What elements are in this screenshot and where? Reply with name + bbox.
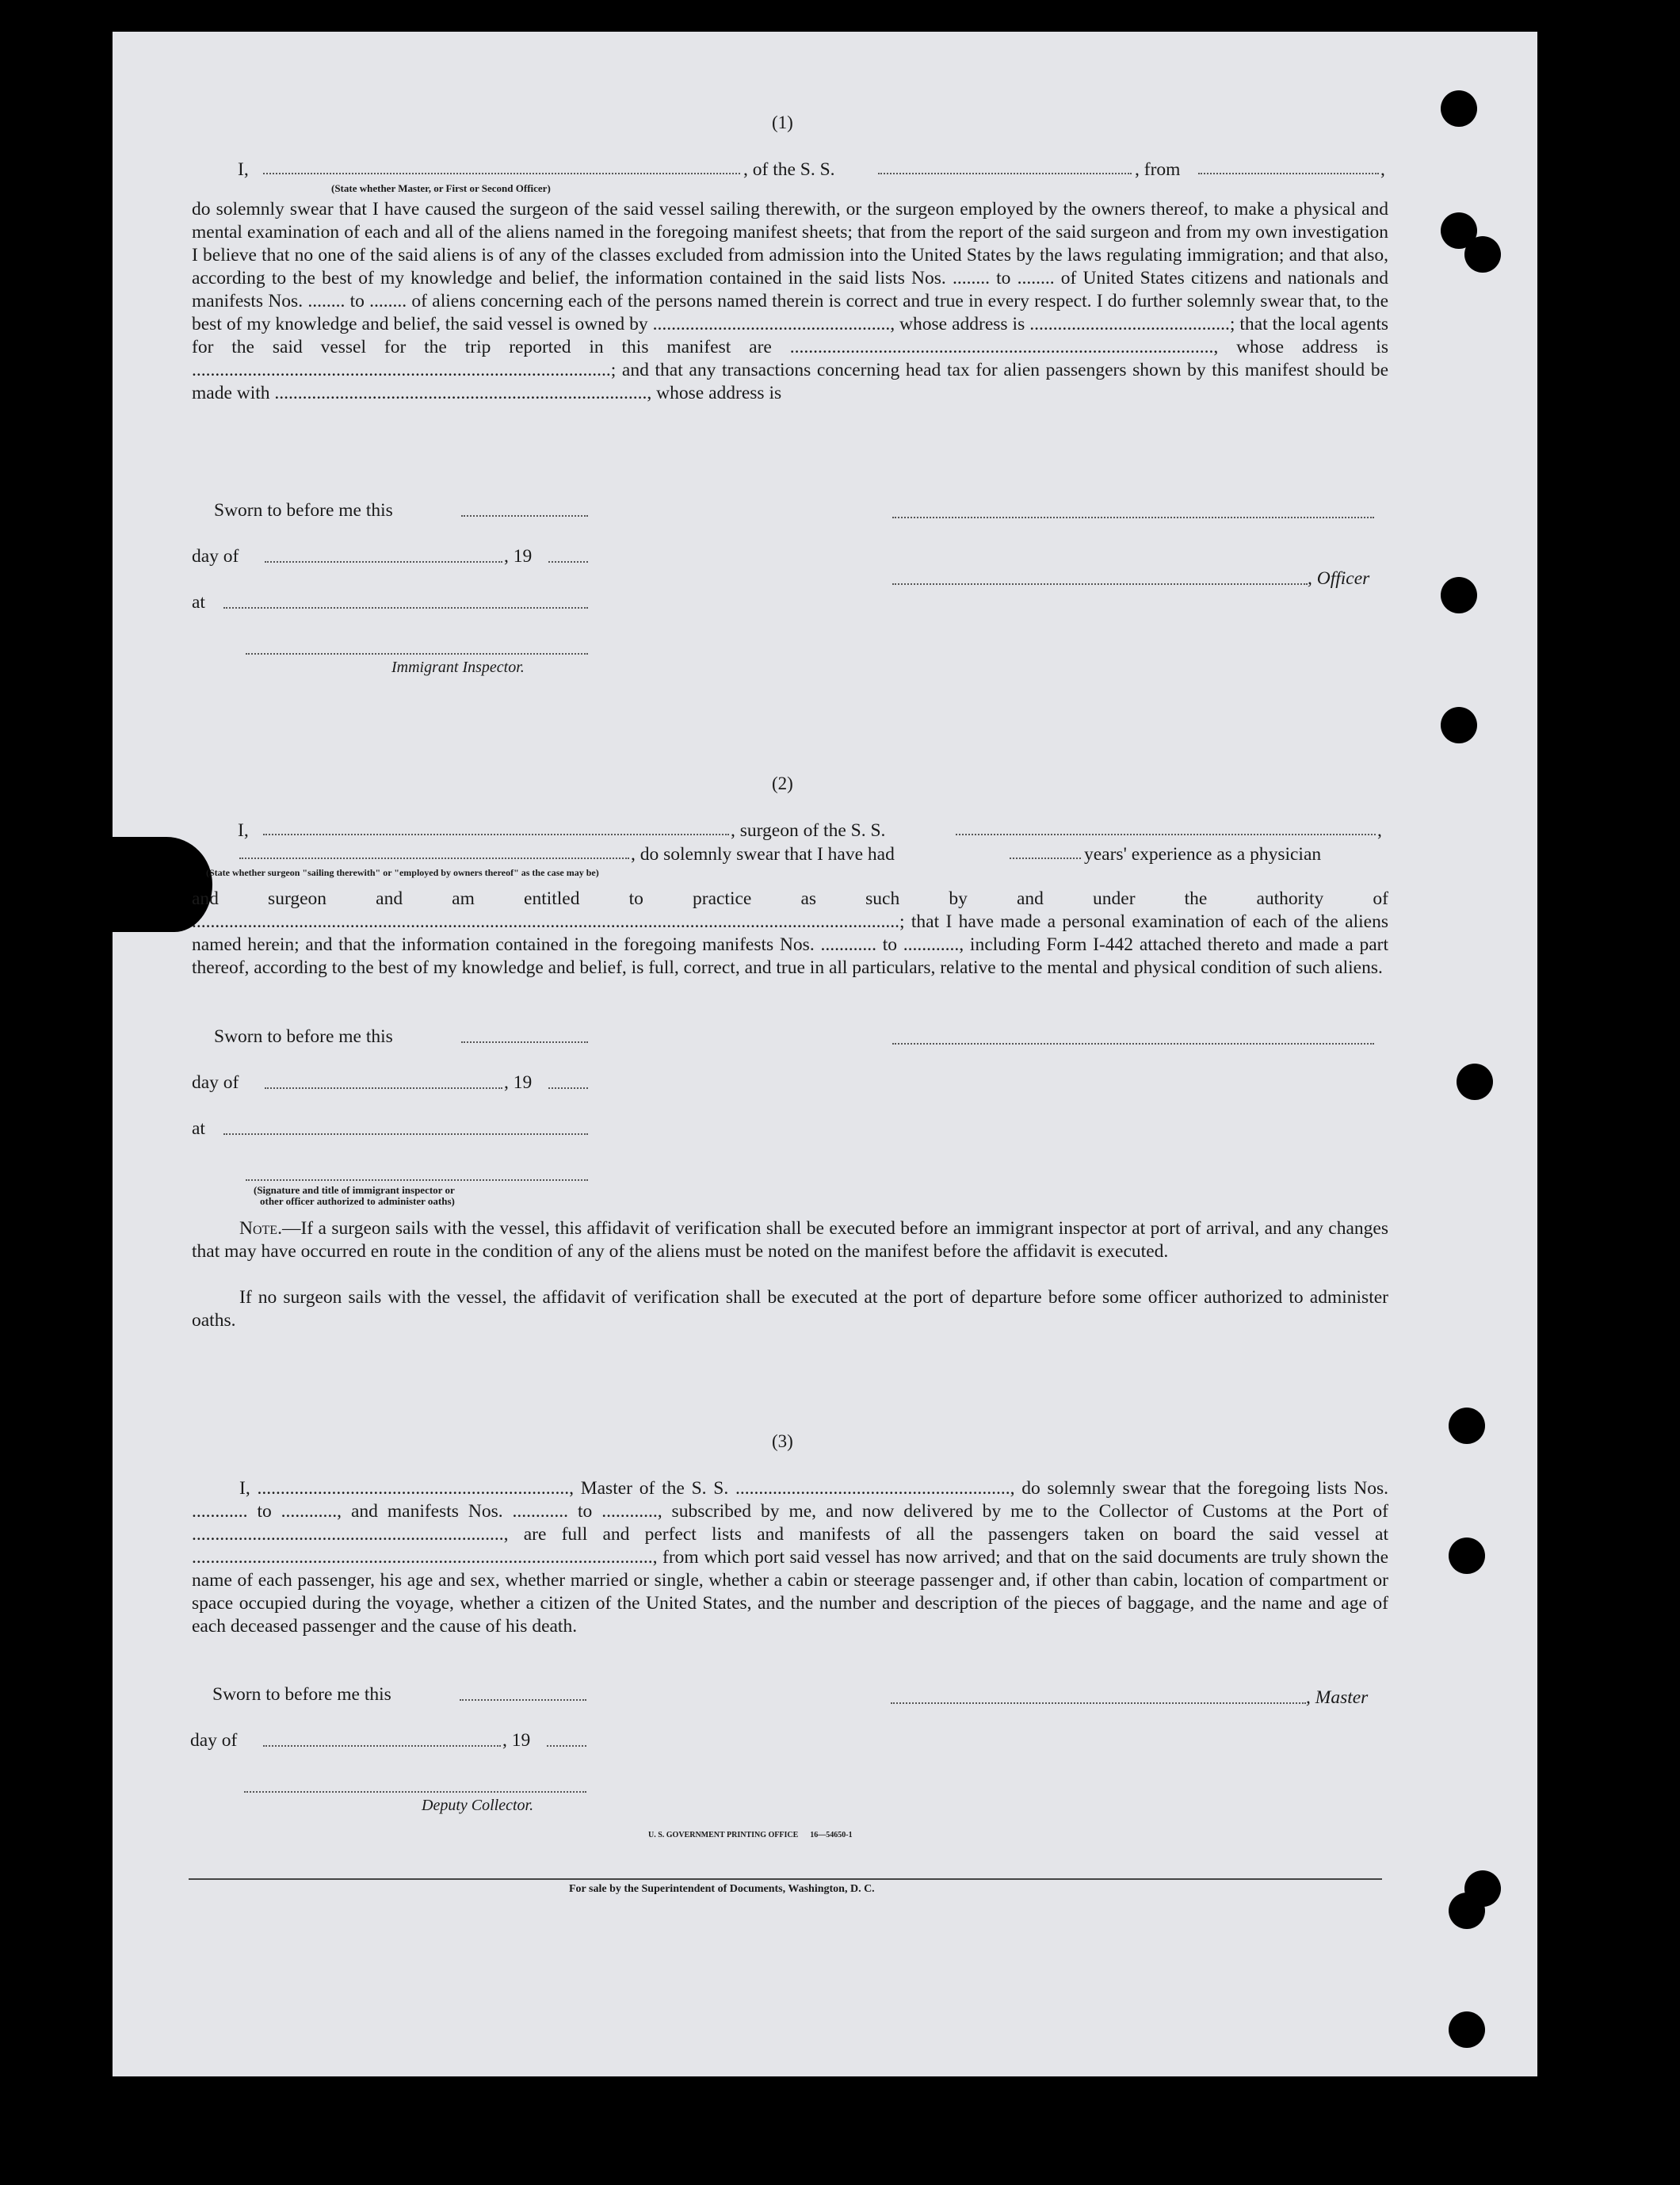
section1-signature-line[interactable] <box>892 517 1374 518</box>
section3-month-field[interactable] <box>263 1745 501 1747</box>
section2-inspector-signature-line[interactable] <box>246 1179 588 1181</box>
officer-label: , Officer <box>1308 568 1370 589</box>
section3-heading: (3) <box>772 1431 793 1451</box>
section3-day-of: day of <box>190 1730 238 1751</box>
section2-note <box>192 1217 1388 1263</box>
section2-sworn-day-field[interactable] <box>461 1041 588 1043</box>
section1-month-field[interactable] <box>265 561 502 563</box>
master-name-field[interactable] <box>263 173 740 174</box>
punch-hole <box>1441 90 1477 127</box>
section2-line1-end: , <box>1377 820 1382 841</box>
section1-day-of: day of <box>192 546 239 567</box>
section1-sworn: Sworn to before me this <box>214 500 393 521</box>
surgeon-status-note: (State whether surgeon "sailing therewith" or "employed by owners thereof" as the case may be) <box>206 867 599 878</box>
section1-at: at <box>192 592 205 613</box>
form-page <box>113 32 1537 2076</box>
section3-year-field[interactable] <box>547 1745 586 1747</box>
section2-swear: , do solemnly swear that I have had <box>631 844 895 865</box>
section3-body: I, ..................................................................., Master of the S. S. ..........................................................., do solemnly swear that the foregoing lists Nos. ............ to ............, and manifests Nos. ............ to ............, subscribed by me, and now delivered by me to the Collector of Customs at the Port of ..................................................................., are full and perfect lists and manifests of all the passengers taken on board the said vessel at ..................................................................................................., from which port said vessel has now arrived; and that on the said documents are truly shown the name of each passenger, his age and sex, whether married or single, whether a cabin or steerage passenger and, if other than cabin, location of compartment or space occupied during the voyage, whether a citizen of the United States, and the number and description of the pieces of baggage, and the name and age of each deceased passenger and the cause of his death. <box>192 1478 1388 1637</box>
section1-body: do solemnly swear that I have caused the surgeon of the said vessel sailing therewith, or the surgeon employed by the owners thereof, to make a physical and mental examination of each and all of the aliens named in the foregoing manifest sheets; that from the report of the said surgeon and from my own investigation I believe that no one of the said aliens is of any of the classes excluded from admission into the United States by the laws regulating immigration; and that also, according to the best of my knowledge and belief, the information contained in the said lists Nos. ........ to ........ of United States citizens and nationals and manifests Nos. ........ to ........ of aliens concerning each of the persons named therein is correct and true in every respect. I do further solemnly swear that, to the best of my knowledge and belief, the said vessel is owned by ..................................................., whose address is ...........................................; that the local agents for the said vessel for the trip reported in this manifest are ..........................................................................................., whose address is ..........................................................................................; and that any transactions concerning head tax for alien passengers shown by this manifest should be made with ................................................................................, whose address is <box>192 199 1388 403</box>
printing-office-line: U. S. GOVERNMENT PRINTING OFFICE 16—54650-1 <box>648 1831 853 1839</box>
section2-surgeon-of: , surgeon of the S. S. <box>731 820 886 841</box>
section1-year-field[interactable] <box>548 561 588 563</box>
section1-place-field[interactable] <box>223 607 588 609</box>
section1-inspector-signature-line[interactable] <box>246 653 588 655</box>
section2-year-field[interactable] <box>548 1087 588 1089</box>
punch-hole <box>1449 1538 1485 1574</box>
section1-line1-i: I, <box>238 159 249 180</box>
note-label: Note. <box>239 1218 282 1239</box>
years-experience-field[interactable] <box>1010 858 1081 859</box>
signature-note-1: (Signature and title of immigrant inspector or <box>254 1184 455 1196</box>
master-label: , Master <box>1306 1687 1369 1708</box>
section1-heading: (1) <box>772 113 793 132</box>
section2-day-of: day of <box>192 1072 239 1093</box>
section1-year: , 19 <box>504 546 533 567</box>
officer-signature-line[interactable] <box>892 583 1308 585</box>
surgeon-status-field[interactable] <box>239 858 629 859</box>
section2-note2: If no surgeon sails with the vessel, the affidavit of verification shall be executed at the port of departure before some officer authorized to administer oaths. <box>192 1287 1388 1331</box>
surgeon-name-field[interactable] <box>263 834 729 835</box>
for-sale-line: For sale by the Superintendent of Documents, Washington, D. C. <box>569 1883 875 1895</box>
punch-hole <box>1441 577 1477 613</box>
signature-note-2: other officer authorized to administer oaths) <box>260 1195 455 1207</box>
section2-line1-i: I, <box>238 820 249 841</box>
deputy-collector-label: Deputy Collector. <box>422 1797 534 1814</box>
section2-heading: (2) <box>772 774 793 793</box>
immigrant-inspector-label: Immigrant Inspector. <box>391 659 525 676</box>
section2-year: , 19 <box>504 1072 533 1093</box>
section2-place-field[interactable] <box>223 1133 588 1135</box>
punch-hole <box>1464 1870 1501 1907</box>
officer-rank-note: (State whether Master, or First or Second Officer) <box>331 182 551 194</box>
note-text: —If a surgeon sails with the vessel, this affidavit of verification shall be executed before an immigrant inspector at port of arrival, and any changes that may have occurred en route in the condition of any of the aliens must be noted on the manifest before the affidavit is executed. <box>192 1218 1388 1262</box>
vessel-name-field[interactable] <box>878 173 1132 174</box>
punch-hole <box>1464 236 1501 273</box>
section2-at: at <box>192 1118 205 1139</box>
section2-years: years' experience as a physician <box>1084 844 1322 865</box>
section2-sworn: Sworn to before me this <box>214 1026 393 1047</box>
punch-hole <box>1449 1408 1485 1444</box>
deputy-signature-line[interactable] <box>244 1791 586 1793</box>
section3-year: , 19 <box>502 1730 531 1751</box>
section1-line1-end: , <box>1380 159 1385 180</box>
section1-line1-from: , from <box>1135 159 1181 180</box>
section3-sworn-day-field[interactable] <box>460 1699 586 1701</box>
master-signature-line[interactable] <box>891 1702 1306 1704</box>
section2-signature-line[interactable] <box>892 1043 1374 1045</box>
section2-month-field[interactable] <box>265 1087 502 1089</box>
footer-rule <box>189 1878 1382 1880</box>
section1-line1-ofss: , of the S. S. <box>743 159 835 180</box>
section2-vessel-field[interactable] <box>956 834 1376 835</box>
section2-body: and surgeon and am entitled to practice as such by and under the authority of ........................................................................................................................................................; that I have made a personal examination of each of the aliens named herein; and that the information contained in the foregoing manifests Nos. ............ to ............, including Form I-442 attached thereto and made a part thereof, according to the best of my knowledge and belief, is full, correct, and true in all particulars, relative to the mental and physical condition of such aliens. <box>192 888 1388 978</box>
section3-sworn: Sworn to before me this <box>212 1684 391 1705</box>
punch-hole <box>1457 1064 1493 1100</box>
punch-hole <box>1449 2011 1485 2048</box>
section1-sworn-day-field[interactable] <box>461 515 588 517</box>
punch-hole <box>1441 707 1477 743</box>
from-port-field[interactable] <box>1198 173 1379 174</box>
